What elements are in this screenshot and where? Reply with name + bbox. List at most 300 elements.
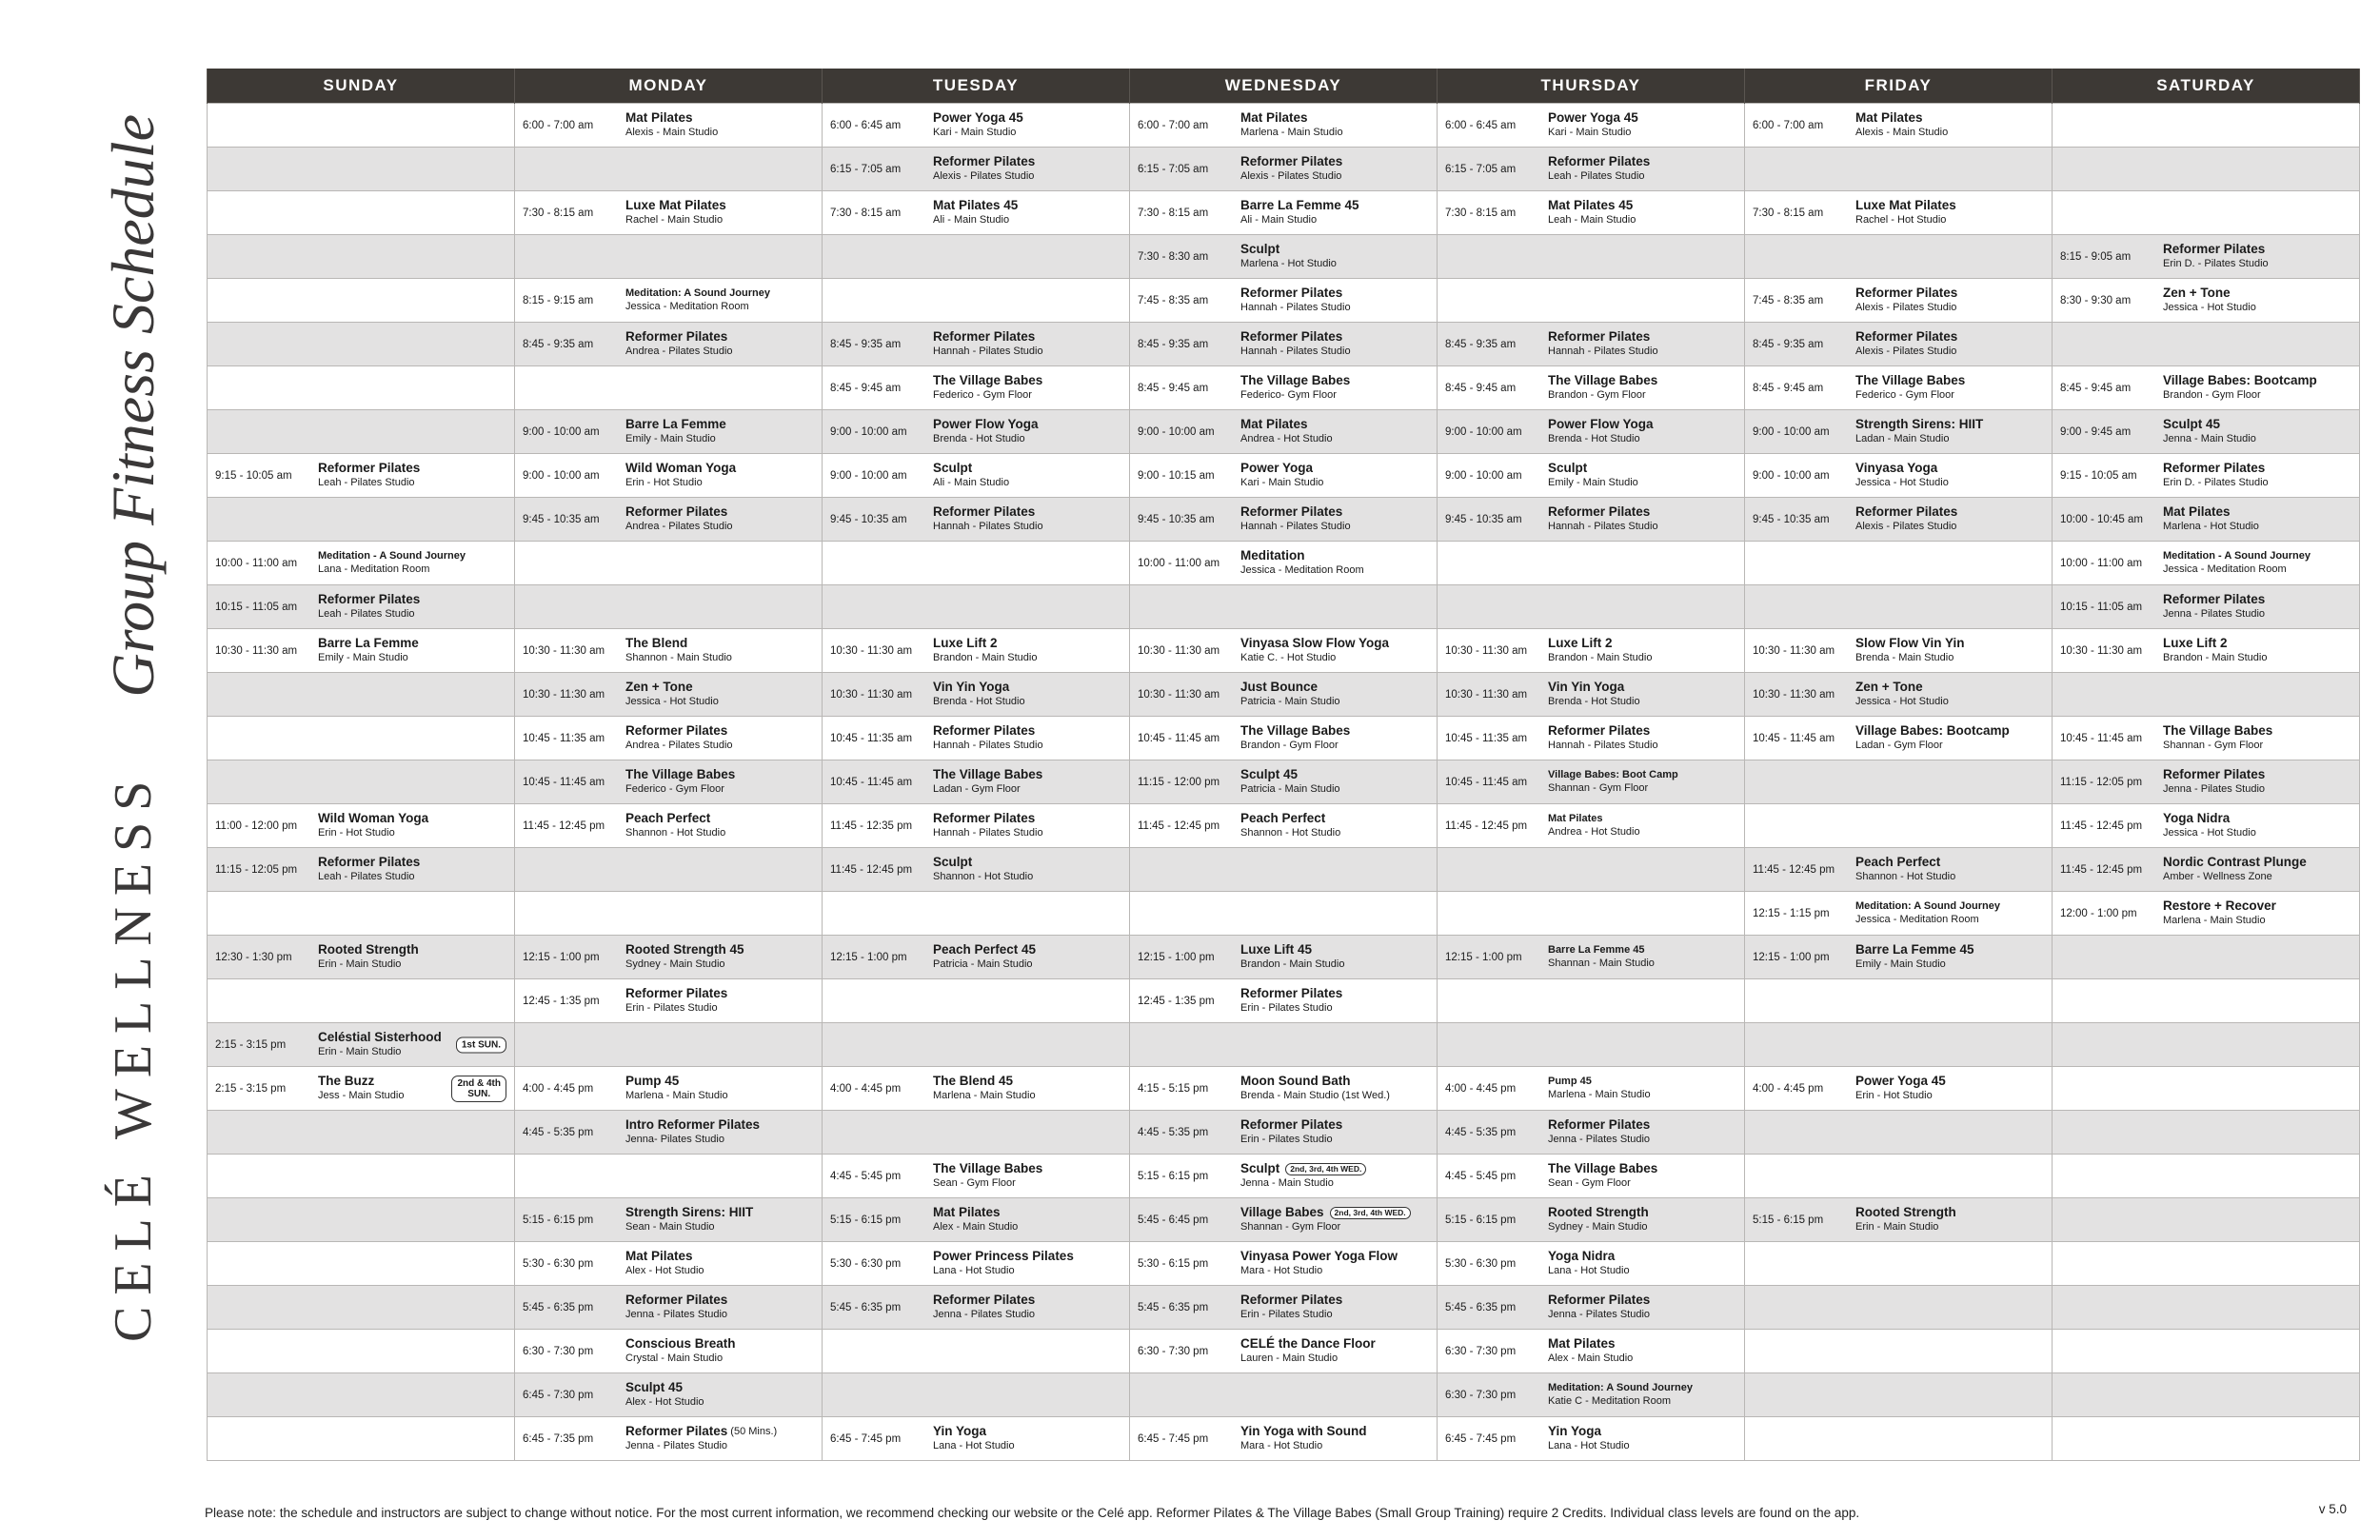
instructor-location: Erin - Pilates Studio xyxy=(1240,1134,1333,1146)
class-entry[interactable] xyxy=(1445,804,1736,847)
class-entry[interactable] xyxy=(1753,717,2044,760)
class-entry[interactable] xyxy=(830,1198,1121,1241)
class-name-row xyxy=(1240,110,1343,127)
class-name: Peach Perfect xyxy=(1855,855,1941,870)
class-time: 5:30 - 6:15 pm xyxy=(1138,1257,1209,1270)
class-info xyxy=(1855,110,1948,140)
class-time: 9:00 - 9:45 am xyxy=(2060,425,2132,438)
class-entry[interactable] xyxy=(1445,498,1736,541)
instructor-location: Erin - Pilates Studio xyxy=(1240,1309,1333,1321)
class-slot xyxy=(515,1111,823,1155)
class-slot xyxy=(515,717,823,760)
class-name: Village Babes xyxy=(1240,1205,1324,1220)
class-entry[interactable] xyxy=(830,1242,1121,1285)
class-name-row xyxy=(2163,550,2311,563)
class-info xyxy=(1548,461,1638,490)
class-entry[interactable] xyxy=(830,104,1121,147)
class-time: 8:45 - 9:35 am xyxy=(830,338,902,350)
class-entry[interactable] xyxy=(2060,279,2351,322)
class-entry[interactable] xyxy=(1138,104,1429,147)
class-entry[interactable] xyxy=(830,323,1121,365)
class-entry[interactable] xyxy=(830,848,1121,891)
class-entry[interactable] xyxy=(830,1067,1121,1110)
class-entry[interactable] xyxy=(1138,148,1429,190)
class-entry[interactable] xyxy=(1138,542,1429,584)
class-slot xyxy=(1438,1155,1745,1198)
class-info xyxy=(625,942,744,972)
class-info xyxy=(933,110,1023,140)
class-entry[interactable] xyxy=(1138,1417,1429,1460)
class-entry[interactable] xyxy=(2060,892,2351,935)
class-entry[interactable] xyxy=(1445,148,1736,190)
class-entry[interactable] xyxy=(523,1286,814,1329)
class-entry[interactable] xyxy=(1138,979,1429,1022)
class-name-row xyxy=(625,1380,704,1396)
class-entry[interactable] xyxy=(1445,454,1736,497)
version-label: v 5.0 xyxy=(2318,1502,2347,1516)
instructor-location: Jenna - Main Studio xyxy=(1240,1177,1334,1190)
class-info xyxy=(318,636,419,665)
class-entry[interactable] xyxy=(523,1417,814,1460)
class-entry[interactable] xyxy=(1138,1198,1429,1241)
empty-slot xyxy=(208,148,515,191)
class-name-row xyxy=(1548,769,1678,782)
class-name: Luxe Lift 2 xyxy=(1548,636,1613,651)
class-slot xyxy=(1745,279,2053,323)
class-entry[interactable] xyxy=(523,760,814,803)
class-entry[interactable] xyxy=(830,1417,1121,1460)
class-info xyxy=(1548,110,1638,140)
class-entry[interactable] xyxy=(1445,1111,1736,1154)
class-entry[interactable] xyxy=(1445,629,1736,672)
class-entry[interactable] xyxy=(523,1198,814,1241)
class-entry[interactable] xyxy=(2060,454,2351,497)
class-slot xyxy=(823,323,1130,366)
schedule-title: Group Fitness Schedule xyxy=(99,114,167,698)
class-name: Reformer Pilates xyxy=(625,329,728,345)
class-time: 9:00 - 10:00 am xyxy=(1753,469,1830,482)
empty-slot xyxy=(208,717,515,760)
class-entry[interactable] xyxy=(1753,191,2044,234)
class-slot xyxy=(1745,892,2053,936)
class-name: Mat Pilates xyxy=(625,1249,693,1264)
class-name: Sculpt 45 xyxy=(625,1380,684,1395)
class-info xyxy=(933,767,1042,797)
class-info xyxy=(625,723,733,753)
class-entry[interactable] xyxy=(1138,323,1429,365)
class-entry[interactable] xyxy=(1138,498,1429,541)
class-entry[interactable] xyxy=(523,454,814,497)
class-time: 6:00 - 7:00 am xyxy=(523,119,594,131)
class-entry[interactable] xyxy=(1753,1198,2044,1241)
class-entry[interactable] xyxy=(1445,673,1736,716)
empty-slot xyxy=(208,1155,515,1198)
class-entry[interactable] xyxy=(523,804,814,847)
class-slot xyxy=(515,629,823,673)
class-entry[interactable] xyxy=(523,1111,814,1154)
class-info xyxy=(1240,636,1389,665)
class-entry[interactable] xyxy=(1138,366,1429,409)
class-name: Yin Yoga with Sound xyxy=(1240,1424,1367,1439)
empty-slot xyxy=(1745,235,2053,279)
schedule-frequency-badge: 2nd, 3rd, 4th WED. xyxy=(1330,1207,1411,1219)
class-entry[interactable] xyxy=(1445,1067,1736,1110)
class-slot xyxy=(2053,585,2360,629)
class-time: 7:30 - 8:15 am xyxy=(523,207,594,219)
class-slot xyxy=(1438,191,1745,235)
class-entry[interactable] xyxy=(1445,1373,1736,1416)
class-entry[interactable] xyxy=(1753,848,2044,891)
class-entry[interactable] xyxy=(1445,760,1736,803)
class-name: Reformer Pilates xyxy=(933,811,1036,826)
class-time: 10:45 - 11:35 am xyxy=(830,732,913,744)
class-info xyxy=(625,986,727,1016)
class-entry[interactable] xyxy=(523,191,814,234)
class-info xyxy=(1240,1336,1376,1366)
class-entry[interactable] xyxy=(1138,1155,1429,1197)
class-entry[interactable] xyxy=(215,1023,506,1066)
class-info xyxy=(933,198,1018,227)
class-name-row xyxy=(1240,286,1351,302)
class-entry[interactable] xyxy=(1753,279,2044,322)
class-entry[interactable] xyxy=(1753,936,2044,978)
class-slot xyxy=(1130,1198,1438,1242)
class-name-row xyxy=(625,329,733,346)
class-entry[interactable] xyxy=(523,629,814,672)
class-time: 4:45 - 5:35 pm xyxy=(1138,1126,1209,1138)
class-time: 9:00 - 10:00 am xyxy=(1445,469,1522,482)
class-name: Reformer Pilates xyxy=(933,504,1036,520)
class-entry[interactable] xyxy=(1138,191,1429,234)
class-info xyxy=(318,811,428,840)
class-entry[interactable] xyxy=(1445,323,1736,365)
empty-slot xyxy=(2053,1067,2360,1111)
class-time: 10:00 - 11:00 am xyxy=(1138,557,1220,569)
class-time: 6:15 - 7:05 am xyxy=(1138,163,1209,175)
class-entry[interactable] xyxy=(2060,235,2351,278)
class-entry[interactable] xyxy=(830,454,1121,497)
class-entry[interactable] xyxy=(1138,717,1429,760)
class-slot xyxy=(208,804,515,848)
class-entry[interactable] xyxy=(1138,1067,1429,1110)
class-entry[interactable] xyxy=(1753,1067,2044,1110)
class-entry[interactable] xyxy=(830,936,1121,978)
class-entry[interactable] xyxy=(830,410,1121,453)
class-name: The Village Babes xyxy=(933,767,1043,782)
class-entry[interactable] xyxy=(830,629,1121,672)
class-entry[interactable] xyxy=(830,148,1121,190)
class-name: Luxe Mat Pilates xyxy=(1855,198,1956,213)
class-entry[interactable] xyxy=(2060,629,2351,672)
class-slot xyxy=(515,410,823,454)
class-entry[interactable] xyxy=(1445,1417,1736,1460)
class-entry[interactable] xyxy=(830,191,1121,234)
class-time: 12:15 - 1:00 pm xyxy=(1753,951,1830,963)
class-entry[interactable] xyxy=(1753,498,2044,541)
class-entry[interactable] xyxy=(523,279,814,322)
schedule-row xyxy=(208,717,2360,760)
instructor-location: Patricia - Main Studio xyxy=(1240,783,1340,796)
class-name-row xyxy=(1240,504,1351,521)
instructor-location: Shannan - Gym Floor xyxy=(2163,740,2264,752)
class-entry[interactable] xyxy=(1445,366,1736,409)
class-slot xyxy=(2053,542,2360,585)
class-entry[interactable] xyxy=(1138,235,1429,278)
schedule-row xyxy=(208,1067,2360,1111)
class-entry[interactable] xyxy=(523,498,814,541)
class-name: Power Yoga xyxy=(1240,461,1314,476)
instructor-location: Emily - Main Studio xyxy=(1855,958,1946,971)
class-slot xyxy=(823,104,1130,148)
class-name: Rooted Strength xyxy=(318,942,419,958)
class-time: 7:30 - 8:15 am xyxy=(1445,207,1517,219)
instructor-location: Erin - Hot Studio xyxy=(318,827,395,839)
class-slot xyxy=(515,760,823,804)
class-entry[interactable] xyxy=(215,542,506,584)
class-slot xyxy=(1745,104,2053,148)
class-slot xyxy=(1438,760,1745,804)
class-time: 8:45 - 9:45 am xyxy=(830,382,902,394)
class-name-row xyxy=(2163,504,2259,521)
class-slot xyxy=(1745,454,2053,498)
class-entry[interactable] xyxy=(215,1067,506,1110)
class-slot xyxy=(1438,366,1745,410)
class-entry[interactable] xyxy=(1138,1286,1429,1329)
class-name-row xyxy=(318,592,420,608)
class-info xyxy=(933,1293,1035,1322)
class-time: 11:15 - 12:00 pm xyxy=(1138,776,1220,788)
class-entry[interactable] xyxy=(830,498,1121,541)
class-entry[interactable] xyxy=(2060,760,2351,803)
class-entry[interactable] xyxy=(1753,410,2044,453)
empty-slot xyxy=(1745,585,2053,629)
instructor-location: Patricia - Main Studio xyxy=(1240,696,1340,708)
empty-slot xyxy=(1438,279,1745,323)
class-info xyxy=(625,287,770,314)
class-slot xyxy=(1438,936,1745,979)
class-time: 5:45 - 6:45 pm xyxy=(1138,1214,1209,1226)
class-entry[interactable] xyxy=(1753,104,2044,147)
class-entry[interactable] xyxy=(1138,629,1429,672)
class-name-row xyxy=(1855,855,1955,871)
class-name-row xyxy=(1855,373,1965,389)
class-entry[interactable] xyxy=(1445,1330,1736,1372)
class-time: 6:00 - 7:00 am xyxy=(1753,119,1824,131)
instructor-location: Alexis - Pilates Studio xyxy=(1855,521,1957,533)
class-info xyxy=(318,461,420,490)
class-info xyxy=(1548,1076,1651,1102)
class-slot xyxy=(823,936,1130,979)
class-name-row xyxy=(1548,1293,1650,1309)
class-entry[interactable] xyxy=(215,804,506,847)
class-entry[interactable] xyxy=(1753,892,2044,935)
class-entry[interactable] xyxy=(523,104,814,147)
instructor-location: Federico - Gym Floor xyxy=(1855,389,1954,402)
class-entry[interactable] xyxy=(830,673,1121,716)
class-entry[interactable] xyxy=(1138,673,1429,716)
class-entry[interactable] xyxy=(1445,104,1736,147)
class-slot xyxy=(1745,848,2053,892)
class-time: 8:45 - 9:45 am xyxy=(1445,382,1517,394)
class-entry[interactable] xyxy=(215,936,506,978)
instructor-location: Alexis - Pilates Studio xyxy=(1855,346,1957,358)
class-entry[interactable] xyxy=(830,760,1121,803)
class-entry[interactable] xyxy=(1138,1111,1429,1154)
class-entry[interactable] xyxy=(1138,936,1429,978)
class-time: 10:30 - 11:30 am xyxy=(1138,688,1220,701)
class-slot xyxy=(1130,936,1438,979)
schedule-row xyxy=(208,148,2360,191)
class-entry[interactable] xyxy=(215,454,506,497)
class-name: Sculpt xyxy=(1240,242,1280,257)
class-name-row xyxy=(1240,636,1389,652)
class-name-row xyxy=(1548,461,1638,477)
class-entry[interactable] xyxy=(830,804,1121,847)
class-entry[interactable] xyxy=(1138,1242,1429,1285)
class-info xyxy=(1548,373,1657,403)
class-slot xyxy=(1438,323,1745,366)
schedule-row xyxy=(208,104,2360,148)
class-info xyxy=(1855,373,1965,403)
class-entry[interactable] xyxy=(523,323,814,365)
class-time: 9:45 - 10:35 am xyxy=(1753,513,1830,525)
class-slot xyxy=(1130,1155,1438,1198)
class-entry[interactable] xyxy=(1138,804,1429,847)
class-time: 9:45 - 10:35 am xyxy=(523,513,600,525)
class-name-row xyxy=(1855,723,2010,740)
class-time: 7:30 - 8:15 am xyxy=(1753,207,1824,219)
class-slot xyxy=(208,585,515,629)
empty-slot xyxy=(2053,1286,2360,1330)
class-entry[interactable] xyxy=(1138,760,1429,803)
class-entry[interactable] xyxy=(1753,629,2044,672)
class-entry[interactable] xyxy=(1138,1330,1429,1372)
class-slot xyxy=(1745,629,2053,673)
class-name-row xyxy=(1548,1161,1657,1177)
class-entry[interactable] xyxy=(1753,673,2044,716)
class-entry[interactable] xyxy=(1445,1198,1736,1241)
class-name: The Buzz xyxy=(318,1074,375,1089)
class-entry[interactable] xyxy=(523,936,814,978)
class-entry[interactable] xyxy=(830,717,1121,760)
class-time: 12:30 - 1:30 pm xyxy=(215,951,292,963)
class-entry[interactable] xyxy=(2060,585,2351,628)
class-entry[interactable] xyxy=(1445,1286,1736,1329)
instructor-location: Jessica - Hot Studio xyxy=(2163,827,2256,839)
class-entry[interactable] xyxy=(1753,366,2044,409)
class-name: Reformer Pilates xyxy=(1240,154,1343,169)
class-entry[interactable] xyxy=(523,673,814,716)
class-entry[interactable] xyxy=(2060,542,2351,584)
class-time: 5:30 - 6:30 pm xyxy=(1445,1257,1517,1270)
class-slot xyxy=(1438,629,1745,673)
class-time: 9:15 - 10:05 am xyxy=(2060,469,2137,482)
class-entry[interactable] xyxy=(1138,279,1429,322)
class-entry[interactable] xyxy=(523,1067,814,1110)
class-name-row xyxy=(933,1249,1074,1265)
class-entry[interactable] xyxy=(2060,366,2351,409)
class-info xyxy=(2163,811,2256,840)
class-entry[interactable] xyxy=(215,848,506,891)
instructor-location: Brenda - Main Studio (1st Wed.) xyxy=(1240,1090,1390,1102)
class-name-row xyxy=(2163,855,2307,871)
class-time: 10:30 - 11:30 am xyxy=(830,688,913,701)
class-entry[interactable] xyxy=(1445,717,1736,760)
class-entry[interactable] xyxy=(215,585,506,628)
class-name-row xyxy=(1548,723,1658,740)
class-name: Yin Yoga xyxy=(933,1424,987,1439)
class-info xyxy=(1855,461,1949,490)
class-entry[interactable] xyxy=(2060,848,2351,891)
class-slot xyxy=(1745,717,2053,760)
class-info xyxy=(933,680,1025,709)
class-entry[interactable] xyxy=(2060,410,2351,453)
class-info xyxy=(933,1205,1018,1234)
empty-slot xyxy=(208,979,515,1023)
class-info xyxy=(1240,329,1351,359)
empty-slot xyxy=(2053,148,2360,191)
empty-slot xyxy=(208,235,515,279)
empty-slot xyxy=(208,1373,515,1417)
class-info xyxy=(2163,550,2311,577)
class-entry[interactable] xyxy=(830,366,1121,409)
instructor-location: Andrea - Pilates Studio xyxy=(625,740,733,752)
instructor-location: Marlena - Main Studio xyxy=(1548,1088,1651,1100)
class-entry[interactable] xyxy=(523,717,814,760)
class-entry[interactable] xyxy=(2060,804,2351,847)
class-entry[interactable] xyxy=(1138,410,1429,453)
class-time: 2:15 - 3:15 pm xyxy=(215,1038,287,1051)
class-entry[interactable] xyxy=(1445,1242,1736,1285)
class-info xyxy=(318,1074,404,1103)
class-info xyxy=(1240,1117,1342,1147)
schedule-row xyxy=(208,279,2360,323)
class-slot xyxy=(823,1067,1130,1111)
class-name-row xyxy=(933,1074,1036,1090)
class-entry[interactable] xyxy=(523,1373,814,1416)
class-entry[interactable] xyxy=(1138,454,1429,497)
instructor-location: Andrea - Hot Studio xyxy=(1548,825,1640,838)
class-entry[interactable] xyxy=(523,979,814,1022)
class-entry[interactable] xyxy=(2060,498,2351,541)
class-entry[interactable] xyxy=(2060,717,2351,760)
class-time: 4:00 - 4:45 pm xyxy=(830,1082,902,1095)
class-slot xyxy=(1130,191,1438,235)
class-entry[interactable] xyxy=(523,410,814,453)
class-name: Meditation - A Sound Journey xyxy=(2163,549,2311,562)
class-entry[interactable] xyxy=(1445,191,1736,234)
class-entry[interactable] xyxy=(1753,454,2044,497)
empty-slot xyxy=(823,1330,1130,1373)
class-name-row xyxy=(1548,813,1640,826)
class-entry[interactable] xyxy=(830,1155,1121,1197)
class-name: Meditation: A Sound Journey xyxy=(1548,1381,1693,1393)
class-name-row xyxy=(625,1293,727,1309)
instructor-location: Hannah - Pilates Studio xyxy=(933,740,1043,752)
class-entry[interactable] xyxy=(215,629,506,672)
class-entry[interactable] xyxy=(1445,1155,1736,1197)
class-entry[interactable] xyxy=(523,1330,814,1372)
instructor-location: Brandon - Gym Floor xyxy=(2163,389,2261,402)
class-slot xyxy=(1130,1417,1438,1461)
class-info xyxy=(625,811,725,840)
class-entry[interactable] xyxy=(1753,323,2044,365)
class-entry[interactable] xyxy=(1445,936,1736,978)
class-entry[interactable] xyxy=(830,1286,1121,1329)
class-entry[interactable] xyxy=(1445,410,1736,453)
class-info xyxy=(1548,1336,1633,1366)
class-entry[interactable] xyxy=(523,1242,814,1285)
